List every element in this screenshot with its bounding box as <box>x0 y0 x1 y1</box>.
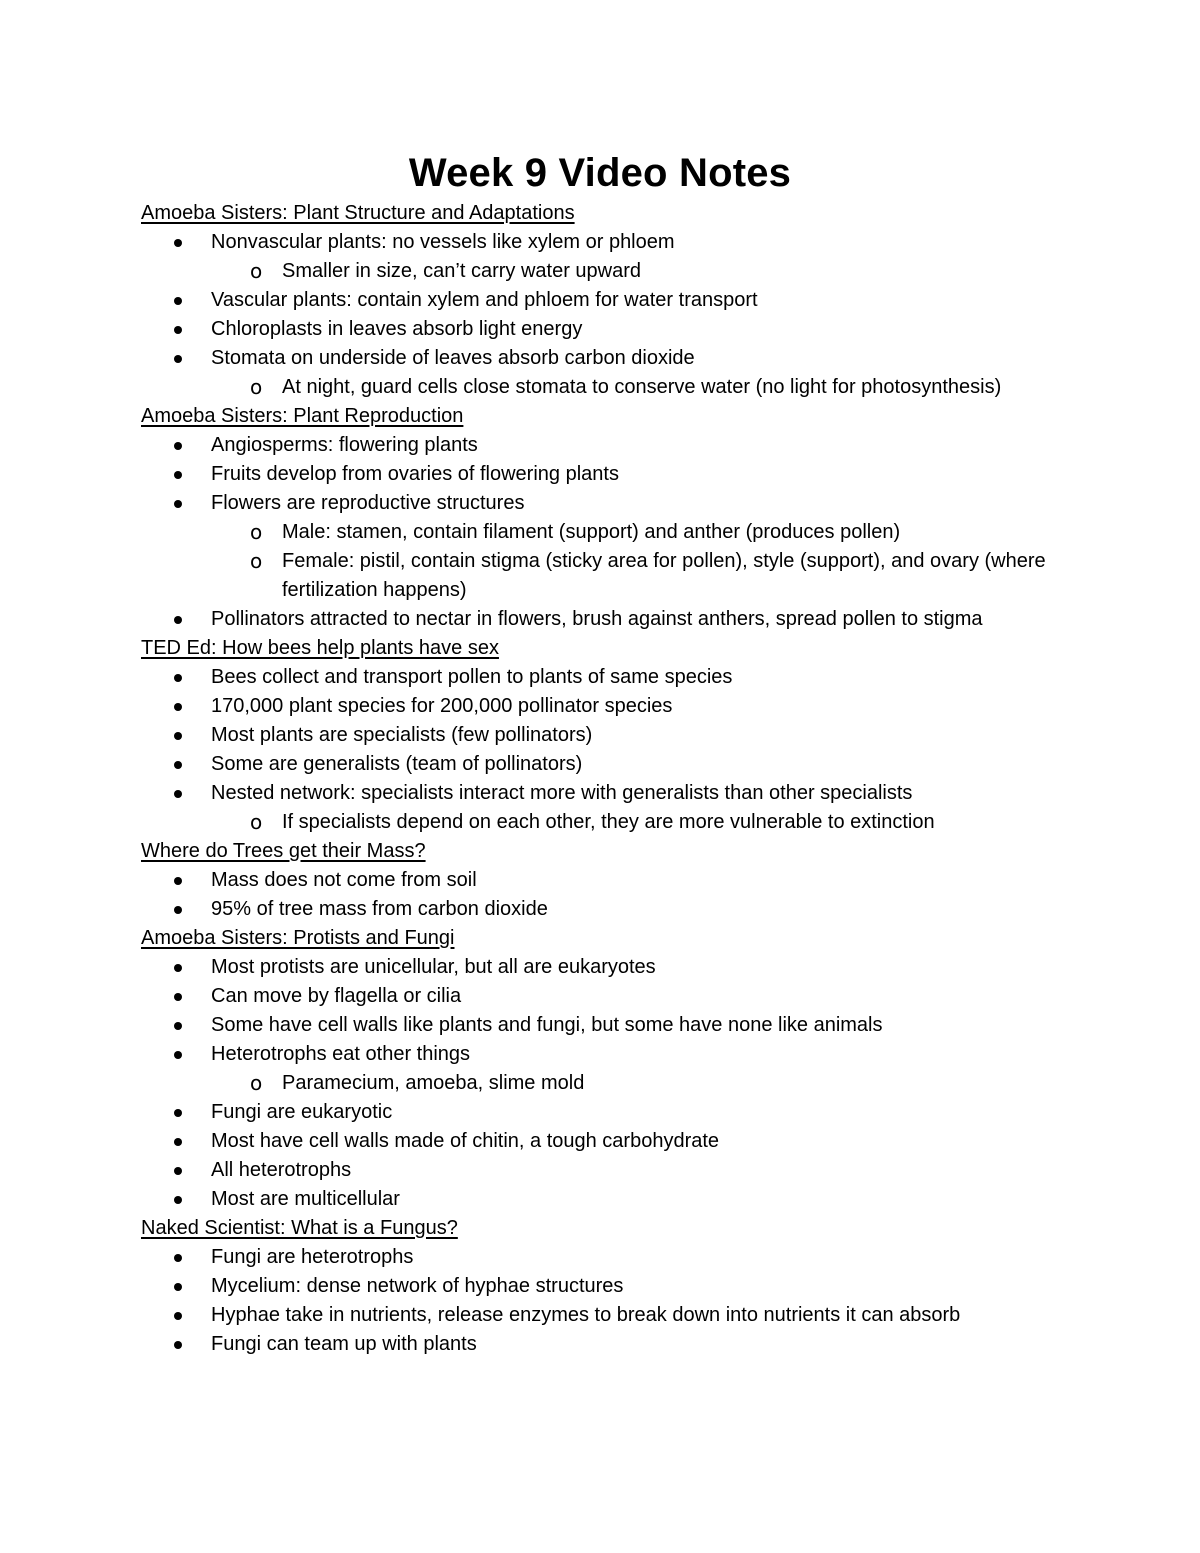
sub-list-item <box>141 808 1081 837</box>
bullet-list <box>141 953 1081 1214</box>
list-item-text: Some are generalists (team of pollinators) <box>211 753 583 775</box>
list-item <box>141 1040 1081 1069</box>
section-heading: Amoeba Sisters: Plant Reproduction <box>141 405 464 427</box>
list-item-text: Can move by flagella or cilia <box>211 985 462 1007</box>
list-item <box>141 721 1081 750</box>
notes-section <box>141 924 1081 1214</box>
bullet-dot-icon <box>174 993 182 1001</box>
bullet-dot-icon <box>174 674 182 682</box>
sub-list-item <box>141 518 1081 547</box>
list-item-text: Most protists are unicellular, but all are eukaryotes <box>211 956 656 978</box>
list-item-text: 170,000 plant species for 200,000 pollinator species <box>211 695 673 717</box>
page-title: Week 9 Video Notes <box>408 151 792 195</box>
bullet-dot-icon <box>174 355 182 363</box>
list-item <box>141 779 1081 808</box>
sub-list-item-text: Smaller in size, can’t carry water upward <box>282 260 642 282</box>
list-item <box>141 1127 1081 1156</box>
list-item <box>141 344 1081 373</box>
list-item-text: Vascular plants: contain xylem and phloem for water transport <box>211 289 758 311</box>
sub-list-item-text: If specialists depend on each other, they are more vulnerable to extinction <box>282 811 935 833</box>
list-item-text: Fungi can team up with plants <box>211 1333 477 1355</box>
notes-section <box>141 837 1081 924</box>
list-item <box>141 1011 1081 1040</box>
notes-content <box>141 199 1081 1359</box>
bullet-dot-icon <box>174 1312 182 1320</box>
bullet-dot-icon <box>174 877 182 885</box>
list-item <box>141 663 1081 692</box>
section-heading: Amoeba Sisters: Plant Structure and Adaptations <box>141 202 575 224</box>
sub-list-item-text: At night, guard cells close stomata to conserve water (no light for photosynthesis) <box>282 376 1002 398</box>
list-item-text: Mass does not come from soil <box>211 869 477 891</box>
sub-list-item-text: Female: pistil, contain stigma (sticky area for pollen), style (support), and ovary (where fertilization happens) <box>282 550 1046 601</box>
bullet-dot-icon <box>174 761 182 769</box>
bullet-dot-icon <box>174 1341 182 1349</box>
bullet-dot-icon <box>174 790 182 798</box>
list-item <box>141 431 1081 460</box>
sub-list-item <box>141 257 1081 286</box>
list-item-text: Most have cell walls made of chitin, a tough carbohydrate <box>211 1130 720 1152</box>
list-item <box>141 1301 1081 1330</box>
section-heading: Amoeba Sisters: Protists and Fungi <box>141 927 455 949</box>
bullet-dot-icon <box>174 500 182 508</box>
sub-list-item <box>141 547 1081 605</box>
hollow-bullet-icon: o <box>250 549 263 573</box>
list-item <box>141 605 1081 634</box>
list-item-text: Angiosperms: flowering plants <box>211 434 478 456</box>
list-item-text: Heterotrophs eat other things <box>211 1043 471 1065</box>
list-item-text: Flowers are reproductive structures <box>211 492 525 514</box>
bullet-dot-icon <box>174 906 182 914</box>
list-item <box>141 953 1081 982</box>
list-item <box>141 1330 1081 1359</box>
bullet-dot-icon <box>174 297 182 305</box>
list-item-text: Pollinators attracted to nectar in flowers, brush against anthers, spread pollen to stigma <box>211 608 983 630</box>
bullet-dot-icon <box>174 1167 182 1175</box>
bullet-dot-icon <box>174 1051 182 1059</box>
list-item-text: 95% of tree mass from carbon dioxide <box>211 898 548 920</box>
list-item <box>141 1272 1081 1301</box>
list-item-text: Some have cell walls like plants and fungi, but some have none like animals <box>211 1014 883 1036</box>
bullet-dot-icon <box>174 326 182 334</box>
list-item-text: Fruits develop from ovaries of flowering plants <box>211 463 619 485</box>
bullet-dot-icon <box>174 1196 182 1204</box>
sub-list-item <box>141 1069 1081 1098</box>
list-item <box>141 1243 1081 1272</box>
bullet-dot-icon <box>174 1138 182 1146</box>
list-item <box>141 228 1081 257</box>
bullet-dot-icon <box>174 1109 182 1117</box>
bullet-list <box>141 431 1081 634</box>
list-item <box>141 1098 1081 1127</box>
bullet-dot-icon <box>174 471 182 479</box>
list-item-text: Stomata on underside of leaves absorb carbon dioxide <box>211 347 695 369</box>
bullet-dot-icon <box>174 1254 182 1262</box>
list-item-text: Hyphae take in nutrients, release enzymes to break down into nutrients it can absorb <box>211 1304 961 1326</box>
section-heading: Where do Trees get their Mass? <box>141 840 426 862</box>
bullet-dot-icon <box>174 616 182 624</box>
list-item-text: Nested network: specialists interact more with generalists than other specialists <box>211 782 913 804</box>
bullet-dot-icon <box>174 1022 182 1030</box>
list-item <box>141 315 1081 344</box>
list-item-text: All heterotrophs <box>211 1159 352 1181</box>
sub-list-item-text: Paramecium, amoeba, slime mold <box>282 1072 585 1094</box>
bullet-dot-icon <box>174 442 182 450</box>
list-item-text: Most plants are specialists (few pollinators) <box>211 724 593 746</box>
notes-section <box>141 199 1081 402</box>
bullet-dot-icon <box>174 1283 182 1291</box>
bullet-list <box>141 1243 1081 1359</box>
list-item <box>141 1185 1081 1214</box>
notes-section <box>141 1214 1081 1359</box>
list-item <box>141 1156 1081 1185</box>
list-item-text: Fungi are heterotrophs <box>211 1246 414 1268</box>
list-item-text: Bees collect and transport pollen to plants of same species <box>211 666 733 688</box>
list-item <box>141 692 1081 721</box>
bullet-list <box>141 663 1081 837</box>
bullet-list <box>141 228 1081 402</box>
hollow-bullet-icon: o <box>250 520 263 544</box>
list-item <box>141 286 1081 315</box>
hollow-bullet-icon: o <box>250 1071 263 1095</box>
bullet-dot-icon <box>174 703 182 711</box>
bullet-dot-icon <box>174 732 182 740</box>
list-item-text: Chloroplasts in leaves absorb light energy <box>211 318 583 340</box>
section-heading: Naked Scientist: What is a Fungus? <box>141 1217 458 1239</box>
bullet-list <box>141 866 1081 924</box>
sub-list-item <box>141 373 1081 402</box>
list-item <box>141 982 1081 1011</box>
bullet-dot-icon <box>174 964 182 972</box>
hollow-bullet-icon: o <box>250 810 263 834</box>
list-item-text: Most are multicellular <box>211 1188 400 1210</box>
hollow-bullet-icon: o <box>250 259 263 283</box>
hollow-bullet-icon: o <box>250 375 263 399</box>
list-item <box>141 895 1081 924</box>
list-item-text: Mycelium: dense network of hyphae structures <box>211 1275 624 1297</box>
list-item-text: Fungi are eukaryotic <box>211 1101 393 1123</box>
list-item <box>141 750 1081 779</box>
list-item <box>141 489 1081 518</box>
bullet-dot-icon <box>174 239 182 247</box>
list-item-text: Nonvascular plants: no vessels like xylem or phloem <box>211 231 675 253</box>
section-heading: TED Ed: How bees help plants have sex <box>141 637 499 659</box>
list-item <box>141 866 1081 895</box>
sub-list-item-text: Male: stamen, contain filament (support) and anther (produces pollen) <box>282 521 901 543</box>
notes-section <box>141 402 1081 634</box>
notes-section <box>141 634 1081 837</box>
list-item <box>141 460 1081 489</box>
